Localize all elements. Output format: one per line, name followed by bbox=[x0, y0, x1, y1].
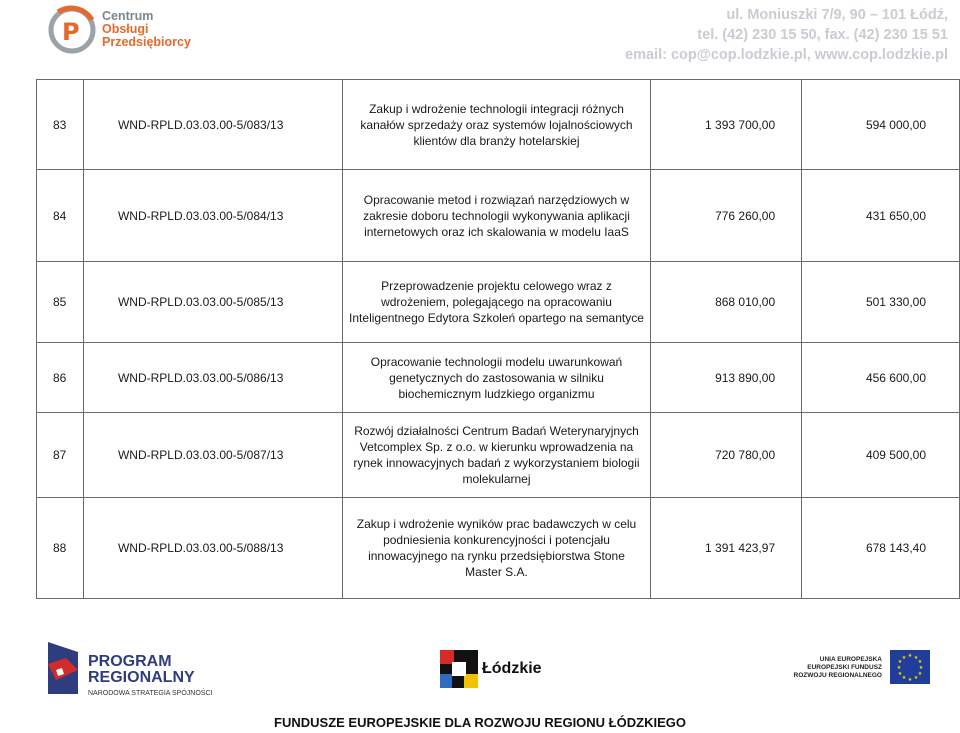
program-regionalny-logo bbox=[44, 640, 224, 700]
eu-text bbox=[794, 656, 882, 680]
program-line: PROGRAM bbox=[88, 653, 172, 670]
svg-text:★: ★ bbox=[901, 675, 907, 681]
cop-logo bbox=[48, 2, 191, 58]
total-value: 776 260,00 bbox=[651, 170, 802, 262]
row-number: 85 bbox=[37, 262, 84, 343]
total-value: 1 393 700,00 bbox=[651, 80, 802, 170]
svg-text:★: ★ bbox=[901, 655, 907, 661]
application-code: WND-RPLD.03.03.00-5/088/13 bbox=[83, 498, 342, 599]
grant-value: 678 143,40 bbox=[802, 498, 960, 599]
page-header bbox=[0, 0, 960, 70]
footer-title: FUNDUSZE EUROPEJSKIE DLA ROZWOJU REGIONU ŁÓDZKIEGO bbox=[274, 715, 686, 730]
eu-flag-icon bbox=[890, 650, 930, 684]
total-value: 913 890,00 bbox=[651, 343, 802, 413]
cop-logo-text bbox=[102, 10, 191, 49]
application-code: WND-RPLD.03.03.00-5/086/13 bbox=[83, 343, 342, 413]
project-title: Opracowanie metod i rozwiązań narzędziowych w zakresie doboru technologii wykonywania aplikacji internetowych oraz ich skalowania w modelu IaaS bbox=[342, 170, 651, 262]
total-value: 720 780,00 bbox=[651, 413, 802, 498]
grant-value: 501 330,00 bbox=[802, 262, 960, 343]
footer-logos bbox=[0, 634, 960, 700]
project-title: Zakup i wdrożenie technologii integracji różnych kanałów sprzedaży oraz systemów lojalnościowych klientów dla branży hotelarskiej bbox=[342, 80, 651, 170]
grants-table bbox=[36, 79, 960, 599]
contact-info bbox=[625, 5, 948, 65]
svg-text:★: ★ bbox=[897, 671, 903, 677]
grant-value: 431 650,00 bbox=[802, 170, 960, 262]
svg-text:★: ★ bbox=[907, 653, 913, 659]
table-row bbox=[37, 80, 960, 170]
grant-value: 594 000,00 bbox=[802, 80, 960, 170]
svg-text:★: ★ bbox=[913, 655, 919, 661]
application-code: WND-RPLD.03.03.00-5/083/13 bbox=[83, 80, 342, 170]
regionalny-line: REGIONALNY bbox=[88, 669, 195, 686]
grant-value: 456 600,00 bbox=[802, 343, 960, 413]
application-code: WND-RPLD.03.03.00-5/087/13 bbox=[83, 413, 342, 498]
svg-text:P: P bbox=[62, 18, 80, 46]
total-value: 868 010,00 bbox=[651, 262, 802, 343]
contact-phone: tel. (42) 230 15 50, fax. (42) 230 15 51 bbox=[697, 27, 948, 43]
eu-line-1: UNIA EUROPEJSKA bbox=[819, 656, 882, 663]
lodzkie-logo bbox=[440, 648, 550, 688]
svg-text:★: ★ bbox=[897, 659, 903, 665]
svg-text:★: ★ bbox=[896, 665, 902, 671]
row-number: 83 bbox=[37, 80, 84, 170]
row-number: 86 bbox=[37, 343, 84, 413]
contact-email: email: cop@cop.lodzkie.pl, www.cop.lodzkie.pl bbox=[625, 47, 948, 63]
application-code: WND-RPLD.03.03.00-5/085/13 bbox=[83, 262, 342, 343]
eu-line-2: EUROPEJSKI FUNDUSZ bbox=[807, 664, 882, 671]
grant-value: 409 500,00 bbox=[802, 413, 960, 498]
table-row bbox=[37, 413, 960, 498]
lodzkie-emblem-icon bbox=[440, 650, 478, 688]
total-value: 1 391 423,97 bbox=[651, 498, 802, 599]
table-row bbox=[37, 498, 960, 599]
logo-line-2: Obsługi bbox=[102, 22, 149, 36]
lodzkie-text: Łódzkie bbox=[482, 660, 542, 677]
row-number: 88 bbox=[37, 498, 84, 599]
svg-text:★: ★ bbox=[907, 677, 913, 683]
program-regionalny-subtitle: NARODOWA STRATEGIA SPÓJNOŚCI bbox=[88, 690, 213, 697]
row-number: 84 bbox=[37, 170, 84, 262]
logo-line-3: Przedsiębiorcy bbox=[102, 35, 191, 49]
eu-line-3: ROZWOJU REGIONALNEGO bbox=[793, 672, 882, 679]
cop-logo-mark bbox=[48, 2, 98, 58]
table-row bbox=[37, 343, 960, 413]
row-number: 87 bbox=[37, 413, 84, 498]
project-title: Rozwój działalności Centrum Badań Weterynaryjnych Vetcomplex Sp. z o.o. w kierunku wprowadzenia na rynek innowacyjnych badań z wykorzystaniem biologii molekularnej bbox=[342, 413, 651, 498]
eu-logo bbox=[790, 648, 930, 688]
svg-text:★: ★ bbox=[917, 659, 923, 665]
contact-address: ul. Moniuszki 7/9, 90 – 101 Łódź, bbox=[726, 7, 948, 23]
logo-line-1: Centrum bbox=[102, 9, 154, 23]
application-code: WND-RPLD.03.03.00-5/084/13 bbox=[83, 170, 342, 262]
program-regionalny-emblem-icon bbox=[44, 640, 84, 696]
svg-text:★: ★ bbox=[913, 675, 919, 681]
svg-text:★: ★ bbox=[918, 665, 924, 671]
project-title: Przeprowadzenie projektu celowego wraz z wdrożeniem, polegającego na opracowaniu Inteligentnego Edytora Szkoleń opartego na semantyce bbox=[342, 262, 651, 343]
table-row bbox=[37, 170, 960, 262]
svg-text:★: ★ bbox=[917, 671, 923, 677]
project-title: Zakup i wdrożenie wyników prac badawczych w celu podniesienia konkurencyjności i potencjału innowacyjnego na rynku przedsiębiorstwa Stone Master S.A. bbox=[342, 498, 651, 599]
table-row bbox=[37, 262, 960, 343]
project-title: Opracowanie technologii modelu uwarunkowań genetycznych do zastosowania w silniku biochemicznym ludzkiego organizmu bbox=[342, 343, 651, 413]
program-regionalny-title bbox=[88, 654, 195, 686]
